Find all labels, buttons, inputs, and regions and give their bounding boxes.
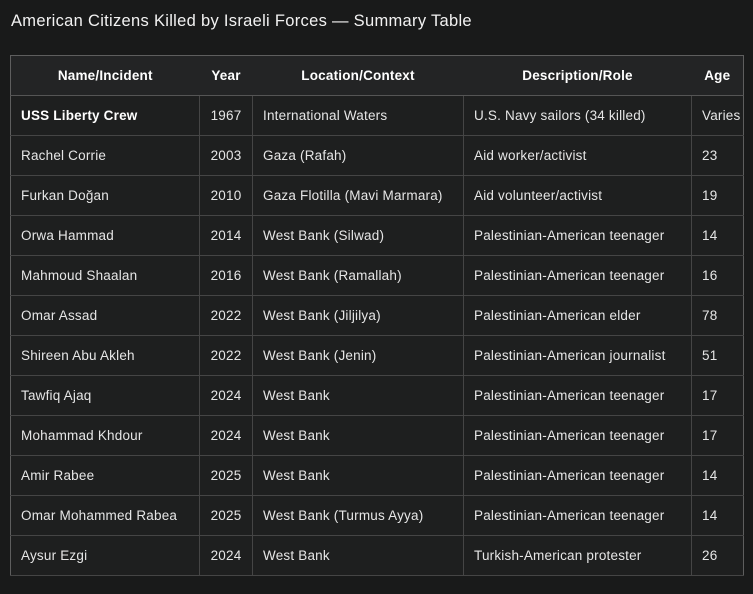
- cell-role: Palestinian-American teenager: [464, 216, 692, 256]
- cell-year: 2025: [200, 456, 253, 496]
- cell-location: Gaza (Rafah): [253, 136, 464, 176]
- cell-role: Palestinian-American teenager: [464, 496, 692, 536]
- cell-role: Aid worker/activist: [464, 136, 692, 176]
- cell-location: Gaza Flotilla (Mavi Marmara): [253, 176, 464, 216]
- cell-year: 2024: [200, 536, 253, 576]
- table-row: [11, 536, 744, 576]
- cell-location: West Bank (Silwad): [253, 216, 464, 256]
- cell-role: Palestinian-American teenager: [464, 416, 692, 456]
- cell-name: Mohammad Khdour: [11, 416, 200, 456]
- cell-role: Palestinian-American journalist: [464, 336, 692, 376]
- cell-age: Varies: [692, 96, 744, 136]
- cell-age: 17: [692, 416, 744, 456]
- cell-name: Rachel Corrie: [11, 136, 200, 176]
- cell-year: 2022: [200, 296, 253, 336]
- table-row: [11, 376, 744, 416]
- cell-location: International Waters: [253, 96, 464, 136]
- cell-location: West Bank (Jiljilya): [253, 296, 464, 336]
- table-row: [11, 456, 744, 496]
- cell-year: 1967: [200, 96, 253, 136]
- cell-year: 2016: [200, 256, 253, 296]
- cell-age: 14: [692, 216, 744, 256]
- cell-location: West Bank (Turmus Ayya): [253, 496, 464, 536]
- header-year: Year: [200, 56, 253, 96]
- cell-role: Turkish-American protester: [464, 536, 692, 576]
- cell-age: 78: [692, 296, 744, 336]
- cell-age: 19: [692, 176, 744, 216]
- cell-name: Orwa Hammad: [11, 216, 200, 256]
- cell-role: Aid volunteer/activist: [464, 176, 692, 216]
- header-location-context: Location/Context: [253, 56, 464, 96]
- cell-age: 26: [692, 536, 744, 576]
- cell-age: 17: [692, 376, 744, 416]
- cell-location: West Bank: [253, 376, 464, 416]
- table-row: [11, 336, 744, 376]
- cell-name: Aysur Ezgi: [11, 536, 200, 576]
- cell-year: 2022: [200, 336, 253, 376]
- cell-name: Furkan Doğan: [11, 176, 200, 216]
- cell-age: 14: [692, 496, 744, 536]
- cell-role: U.S. Navy sailors (34 killed): [464, 96, 692, 136]
- table-row: [11, 496, 744, 536]
- cell-name: Shireen Abu Akleh: [11, 336, 200, 376]
- table-row: [11, 296, 744, 336]
- cell-name: Omar Assad: [11, 296, 200, 336]
- summary-table: [10, 55, 744, 576]
- table-header-row: [11, 56, 744, 96]
- header-name-incident: Name/Incident: [11, 56, 200, 96]
- cell-year: 2024: [200, 416, 253, 456]
- table-row: [11, 416, 744, 456]
- cell-age: 51: [692, 336, 744, 376]
- cell-age: 23: [692, 136, 744, 176]
- cell-year: 2003: [200, 136, 253, 176]
- cell-age: 14: [692, 456, 744, 496]
- cell-role: Palestinian-American teenager: [464, 256, 692, 296]
- cell-name: Amir Rabee: [11, 456, 200, 496]
- cell-role: Palestinian-American teenager: [464, 376, 692, 416]
- cell-role: Palestinian-American teenager: [464, 456, 692, 496]
- cell-age: 16: [692, 256, 744, 296]
- cell-location: West Bank (Ramallah): [253, 256, 464, 296]
- table-body: [11, 96, 744, 576]
- cell-location: West Bank: [253, 456, 464, 496]
- page-title: American Citizens Killed by Israeli Forces — Summary Table: [11, 12, 472, 30]
- cell-name: Tawfiq Ajaq: [11, 376, 200, 416]
- cell-name: Mahmoud Shaalan: [11, 256, 200, 296]
- table-row: [11, 176, 744, 216]
- cell-location: West Bank (Jenin): [253, 336, 464, 376]
- cell-location: West Bank: [253, 416, 464, 456]
- cell-name: Omar Mohammed Rabea: [11, 496, 200, 536]
- header-age: Age: [692, 56, 744, 96]
- cell-year: 2025: [200, 496, 253, 536]
- cell-year: 2010: [200, 176, 253, 216]
- table-row: [11, 216, 744, 256]
- table-row: [11, 136, 744, 176]
- cell-year: 2024: [200, 376, 253, 416]
- cell-location: West Bank: [253, 536, 464, 576]
- table-row: [11, 256, 744, 296]
- table-row: [11, 96, 744, 136]
- cell-role: Palestinian-American elder: [464, 296, 692, 336]
- header-description-role: Description/Role: [464, 56, 692, 96]
- cell-year: 2014: [200, 216, 253, 256]
- cell-name: USS Liberty Crew: [11, 96, 200, 136]
